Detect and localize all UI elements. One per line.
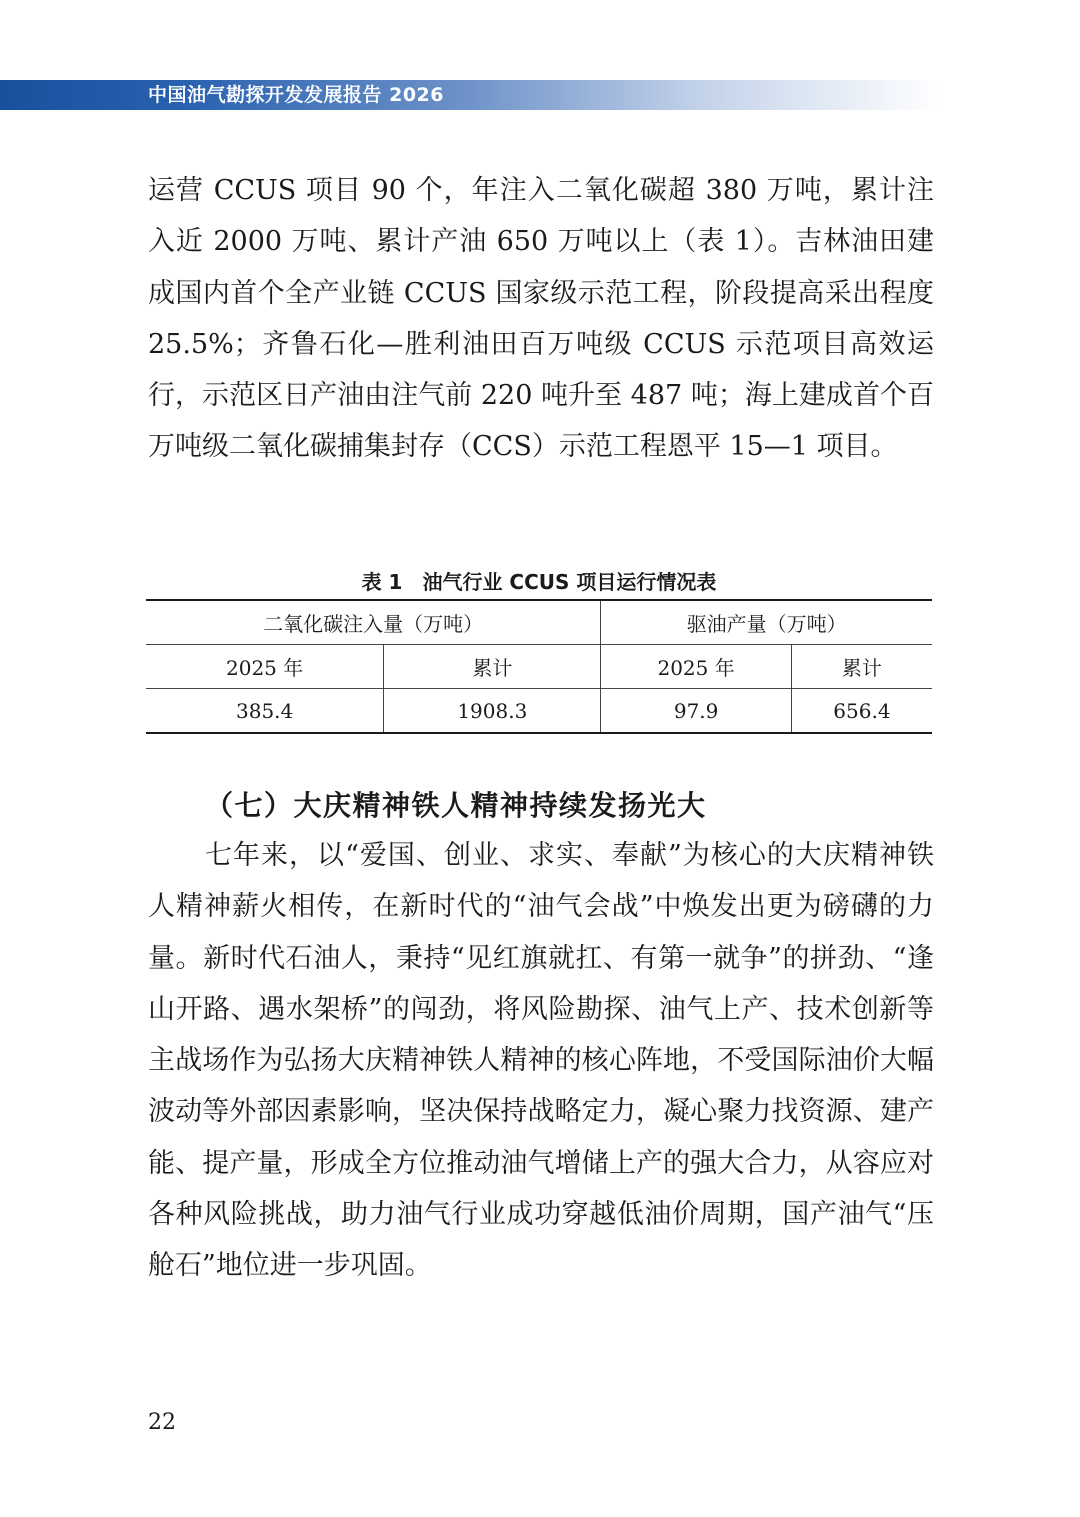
column-header: 2025 年 [146,645,384,689]
column-header: 2025 年 [601,645,791,689]
header-band [0,80,940,110]
table-cell: 385.4 [146,689,384,734]
table-cell: 97.9 [601,689,791,734]
column-header: 累计 [384,645,601,689]
group-header-co2-injection: 二氧化碳注入量（万吨） [146,600,601,645]
intro-paragraph: 运营 CCUS 项目 90 个，年注入二氧化碳超 380 万吨，累计注入近 2000 万吨、累计产油 650 万吨以上（表 1）。吉林油田建成国内首个全产业链 CCUS 国家级示范工程，阶段提高采出程度 25.5%；齐鲁石化—胜利油田百万吨级 CCUS 示范项目高效运行，示范区日产油由注气前 220 吨升至 487 吨；海上建成首个百万吨级二氧化碳捕集封存（CCS）示范工程恩平 15—1 项目。 [148,175,934,463]
table-group-header-row [146,600,932,645]
table-cell: 656.4 [791,689,932,734]
table-cell: 1908.3 [384,689,601,734]
column-header: 累计 [791,645,932,689]
table-caption: 表 1 油气行业 CCUS 项目运行情况表 [361,570,717,594]
table-column-header-row [146,645,932,689]
running-header-title: 中国油气勘探开发发展报告 2026 [148,84,444,106]
body-paragraph: 七年来，以“爱国、创业、求实、奉献”为核心的大庆精神铁人精神薪火相传，在新时代的“油气会战”中焕发出更为磅礴的力量。新时代石油人，秉持“见红旗就扛、有第一就争”的拼劲、“逢山开路、遇水架桥”的闯劲，将风险勘探、油气上产、技术创新等主战场作为弘扬大庆精神铁人精神的核心阵地，不受国际油价大幅波动等外部因素影响，坚决保持战略定力，凝心聚力找资源、建产能、提产量，形成全方位推动油气增储上产的强大合力，从容应对各种风险挑战，助力油气行业成功穿越低油价周期，国产油气“压舱石”地位进一步巩固。 [148,840,934,1282]
section-heading: （七）大庆精神铁人精神持续发扬光大 [205,789,707,822]
page-number: 22 [148,1410,176,1435]
table-row [146,689,932,734]
group-header-oil-production: 驱油产量（万吨） [601,600,932,645]
ccus-table [146,599,932,734]
